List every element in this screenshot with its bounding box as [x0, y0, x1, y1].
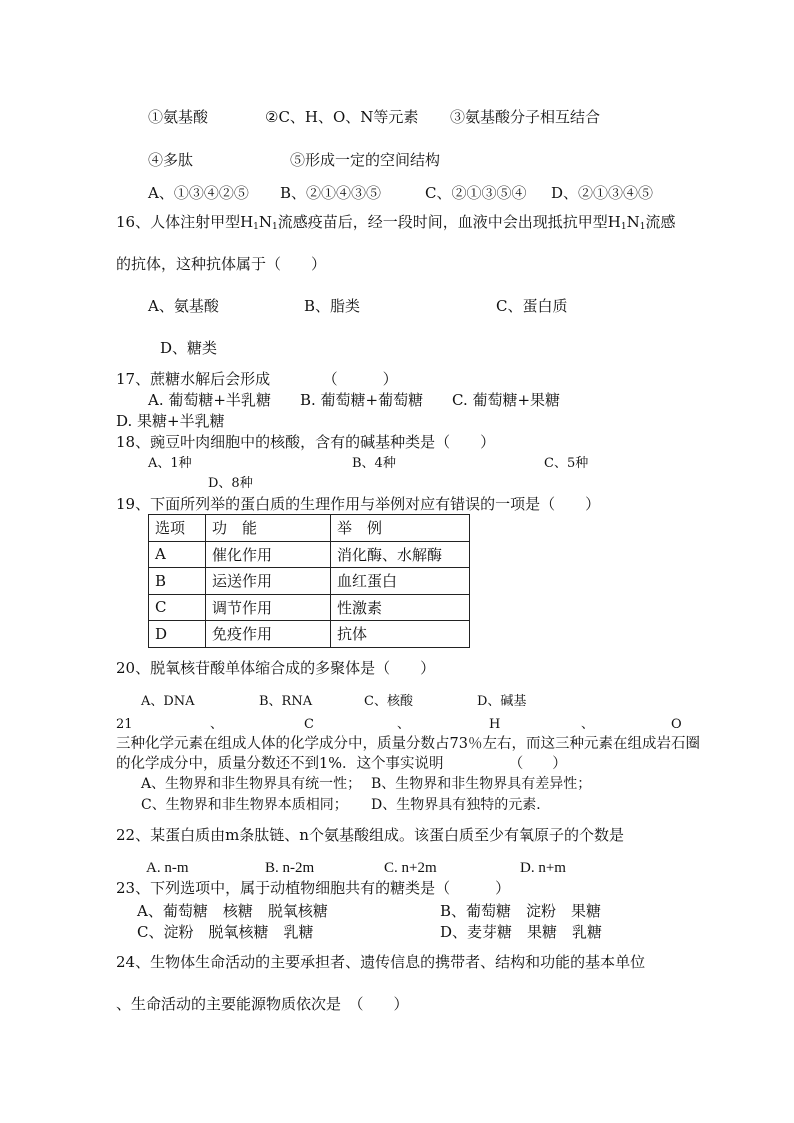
- q15-option-b: B、②①④③⑤: [280, 184, 382, 202]
- q21-element-h: H: [489, 717, 501, 732]
- q21-option-b: B、生物界和非生物界具有差异性；: [371, 776, 592, 792]
- q23-option-a: A、葡萄糖 核糖 脱氧核糖: [137, 902, 328, 920]
- q21-element-o: O: [671, 717, 682, 732]
- q20-option-b: B、RNA: [259, 694, 313, 709]
- q16-option-d: D、糖类: [160, 339, 218, 357]
- q16-stem-line2: 的抗体，这种抗体属于（ ）: [116, 255, 327, 273]
- q18-option-d: D、8种: [208, 476, 253, 491]
- q21-option-d: D、生物界具有独特的元素．: [371, 797, 551, 813]
- q16-option-c: C、蛋白质: [496, 297, 568, 315]
- q24-stem-line1: 24、生物体生命活动的主要承担者、遗传信息的携带者、结构和功能的基本单位: [116, 953, 646, 971]
- table-cell: C: [149, 594, 206, 621]
- table-row: [149, 568, 470, 595]
- q18-option-b: B、4种: [352, 456, 396, 471]
- table-header-cell: 举 例: [331, 515, 470, 542]
- q15-option-d: D、②①③④⑤: [551, 184, 654, 202]
- table-cell: 性激素: [331, 594, 470, 621]
- q20-option-d: D、碱基: [477, 694, 527, 709]
- q18-stem: 18、豌豆叶肉细胞中的核酸，含有的碱基种类是（ ）: [116, 433, 496, 451]
- q15-option-a: A、①③④②⑤: [148, 184, 249, 202]
- q21-stem-line2: 三种化学元素在组成人体的化学成分中，质量分数占73％左右，而这三种元素在组成岩石圈: [116, 736, 700, 752]
- q22-stem: 22、某蛋白质由m条肽链、n个氨基酸组成。该蛋白质至少有氧原子的个数是: [116, 826, 624, 844]
- table-row: [149, 541, 470, 568]
- q23-option-d: D、麦芽糖 果糖 乳糖: [440, 923, 603, 941]
- table-cell: D: [149, 621, 206, 648]
- q17-stem: 17、蔗糖水解后会形成 （ ）: [116, 370, 398, 388]
- table-row: [149, 621, 470, 648]
- table-cell: 消化酶、水解酶: [331, 541, 470, 568]
- q20-option-c: C、核酸: [364, 694, 413, 709]
- table-header-cell: 选项: [149, 515, 206, 542]
- q16-stem: 16、人体注射甲型$H_1N_1$流感疫苗后，经一段时间，血液中会出现抵抗甲型$H_1N_1$流感: [116, 213, 676, 232]
- q19-table: [148, 514, 470, 648]
- table-row: [149, 594, 470, 621]
- q21-sep: 、: [397, 717, 411, 732]
- q16-option-a: A、氨基酸: [148, 297, 219, 315]
- q22-option-d: D. n+m: [520, 860, 566, 876]
- table-cell: 运送作用: [206, 568, 331, 595]
- q21-stem-line3: 的化学成分中，质量分数还不到1%．这个事实说明 （ ）: [116, 756, 567, 772]
- q22-option-c: C. n+2m: [384, 860, 437, 876]
- q15-item-4: ④多肽: [148, 151, 194, 169]
- q18-option-c: C、5种: [544, 456, 589, 471]
- q17-option-d: D. 果糖+半乳糖: [116, 412, 225, 430]
- q21-sep: 、: [581, 717, 595, 732]
- q16-option-b: B、脂类: [304, 297, 361, 315]
- table-cell: B: [149, 568, 206, 595]
- q15-option-c: C、②①③⑤④: [425, 184, 527, 202]
- q22-option-a: A. n-m: [146, 860, 189, 876]
- table-cell: 免疫作用: [206, 621, 331, 648]
- q15-item-2: ②C、H、O、N等元素: [265, 108, 419, 126]
- q21-number: 21: [116, 717, 133, 732]
- q17-option-a: A. 葡萄糖+半乳糖: [148, 391, 271, 409]
- q21-option-a: A、生物界和非生物界具有统一性；: [141, 776, 362, 792]
- q17-option-c: C. 葡萄糖+果糖: [452, 391, 561, 409]
- table-header-cell: 功 能: [206, 515, 331, 542]
- q15-item-1: ①氨基酸: [148, 108, 209, 126]
- q19-stem: 19、下面所列举的蛋白质的生理作用与举例对应有错误的一项是（ ）: [116, 495, 601, 513]
- q17-option-b: B. 葡萄糖+葡萄糖: [300, 391, 424, 409]
- q23-stem: 23、下列选项中，属于动植物细胞共有的糖类是（ ）: [116, 879, 511, 897]
- q21-element-c: C: [304, 717, 314, 732]
- table-header-row: [149, 515, 470, 542]
- q22-option-b: B. n-2m: [265, 860, 315, 876]
- q15-item-3: ③氨基酸分子相互结合: [450, 108, 601, 126]
- table-cell: 调节作用: [206, 594, 331, 621]
- q15-item-5: ⑤形成一定的空间结构: [290, 151, 441, 169]
- table-cell: 血红蛋白: [331, 568, 470, 595]
- table-cell: 催化作用: [206, 541, 331, 568]
- q18-option-a: A、1种: [148, 456, 192, 471]
- table-cell: 抗体: [331, 621, 470, 648]
- q24-stem-line2: 、生命活动的主要能源物质依次是 （ ）: [116, 995, 409, 1013]
- q20-stem: 20、脱氧核苷酸单体缩合成的多聚体是（ ）: [116, 659, 436, 677]
- q23-option-b: B、葡萄糖 淀粉 果糖: [440, 902, 602, 920]
- q23-option-c: C、淀粉 脱氧核糖 乳糖: [137, 923, 314, 941]
- q21-option-c: C、生物界和非生物界本质相同；: [141, 797, 348, 813]
- q20-option-a: A、DNA: [141, 694, 195, 709]
- q21-sep: 、: [210, 717, 224, 732]
- table-cell: A: [149, 541, 206, 568]
